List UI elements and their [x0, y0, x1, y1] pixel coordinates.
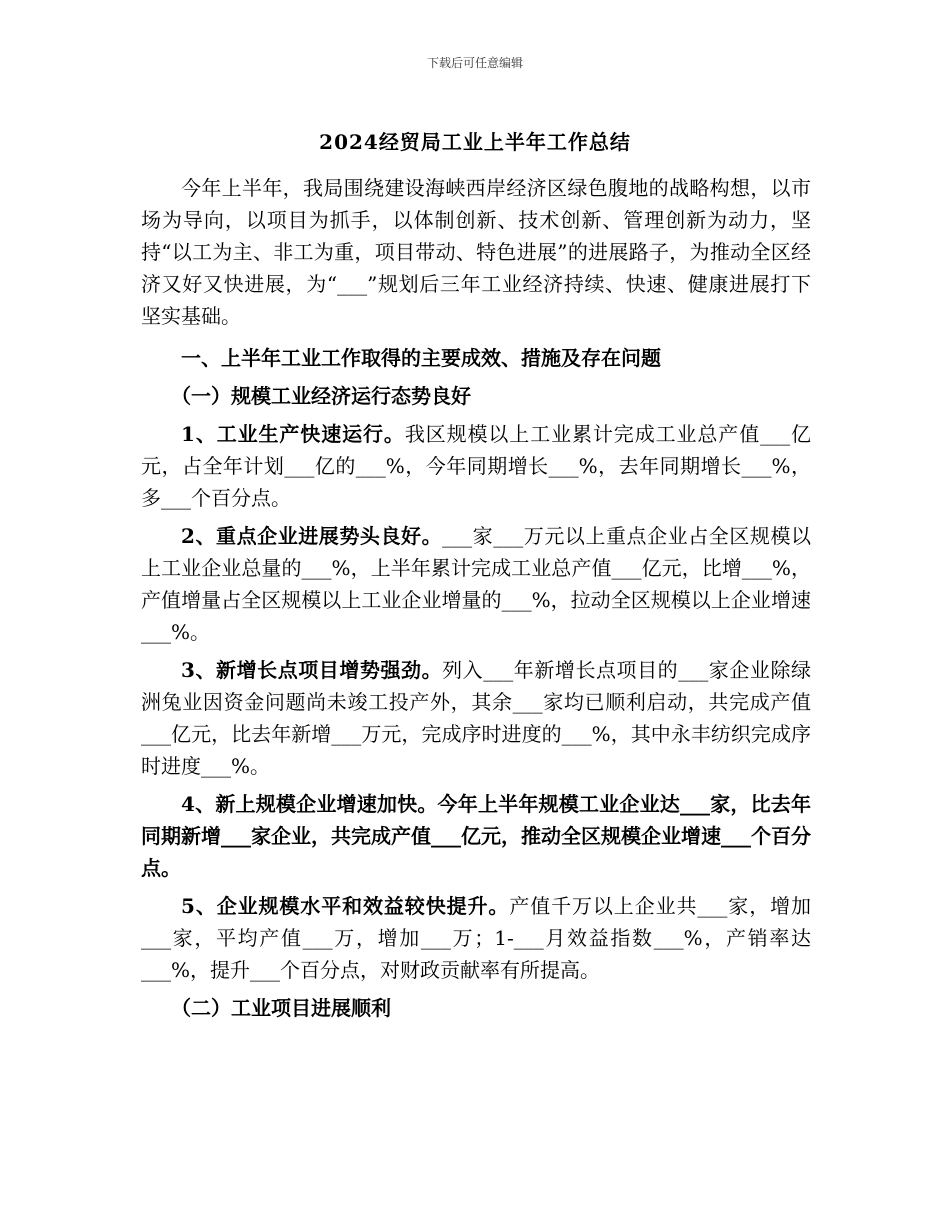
- intro-paragraph: 今年上半年，我局围绕建设海峡西岸经济区绿色腹地的战略构想，以市场为导向，以项目为抓手，以体制创新、技术创新、管理创新为动力，坚持“以工为主、非工为重，项目带动、特色进展”的进展路子，为推动全区经济又好又快进展，为“___”规划后三年工业经济持续、快速、健康进展打下坚实基础。: [141, 176, 811, 328]
- item-lead-5: 5、企业规模水平和效益较快提升。: [181, 894, 510, 918]
- document-body: [141, 172, 811, 1030]
- section-heading-1: 一、上半年工业工作取得的主要成效、措施及存在问题: [181, 346, 661, 370]
- item-lead-2: 2、重点企业进展势头良好。: [181, 524, 443, 548]
- subsection-heading-1: （一）规模工业经济运行态势良好: [171, 384, 471, 408]
- item-paragraph-3: [141, 654, 811, 782]
- item-lead-4: 4、新上规模企业增速加快。今年上半年规模工业企业达___家，比去年同期新增___家企业，共完成产值___亿元，推动全区规模企业增速___个百分点。: [141, 792, 811, 880]
- item-paragraph-5: [141, 890, 811, 986]
- item-lead-3: 3、新增长点项目增势强劲。: [181, 658, 443, 682]
- item-paragraph-2: [141, 520, 811, 648]
- item-lead-1: 1、工业生产快速运行。: [181, 422, 405, 446]
- document-title: 2024经贸局工业上半年工作总结: [319, 130, 631, 154]
- page-header: 下载后可任意编辑: [426, 56, 523, 70]
- item-text-3: 列入___年新增长点项目的___家企业除绿洲兔业因资金问题尚未竣工投产外，其余___家均已顺利启动，共完成产值___亿元，比去年新增___万元，完成序时进度的___%，其中永丰纺织完成序时进度___%。: [141, 658, 811, 778]
- item-text-1: 我区规模以上工业累计完成工业总产值___亿元，占全年计划___亿的___%，今年同期增长___%，去年同期增长___%，多___个百分点。: [141, 422, 811, 510]
- item-paragraph-1: [141, 418, 811, 514]
- item-paragraph-4: [141, 788, 811, 884]
- item-text-5: 产值千万以上企业共___家，增加___家，平均产值___万，增加___万；1-___月效益指数___%，产销率达___%，提升___个百分点，对财政贡献率有所提高。: [141, 894, 812, 982]
- subsection-heading-2: （二）工业项目进展顺利: [171, 996, 391, 1020]
- item-text-2: ___家___万元以上重点企业占全区规模以上工业企业总量的___%，上半年累计完成工业总产值___亿元，比增___%，产值增量占全区规模以上工业企业增量的___%，拉动全区规模以上企业增速___%。: [141, 524, 811, 644]
